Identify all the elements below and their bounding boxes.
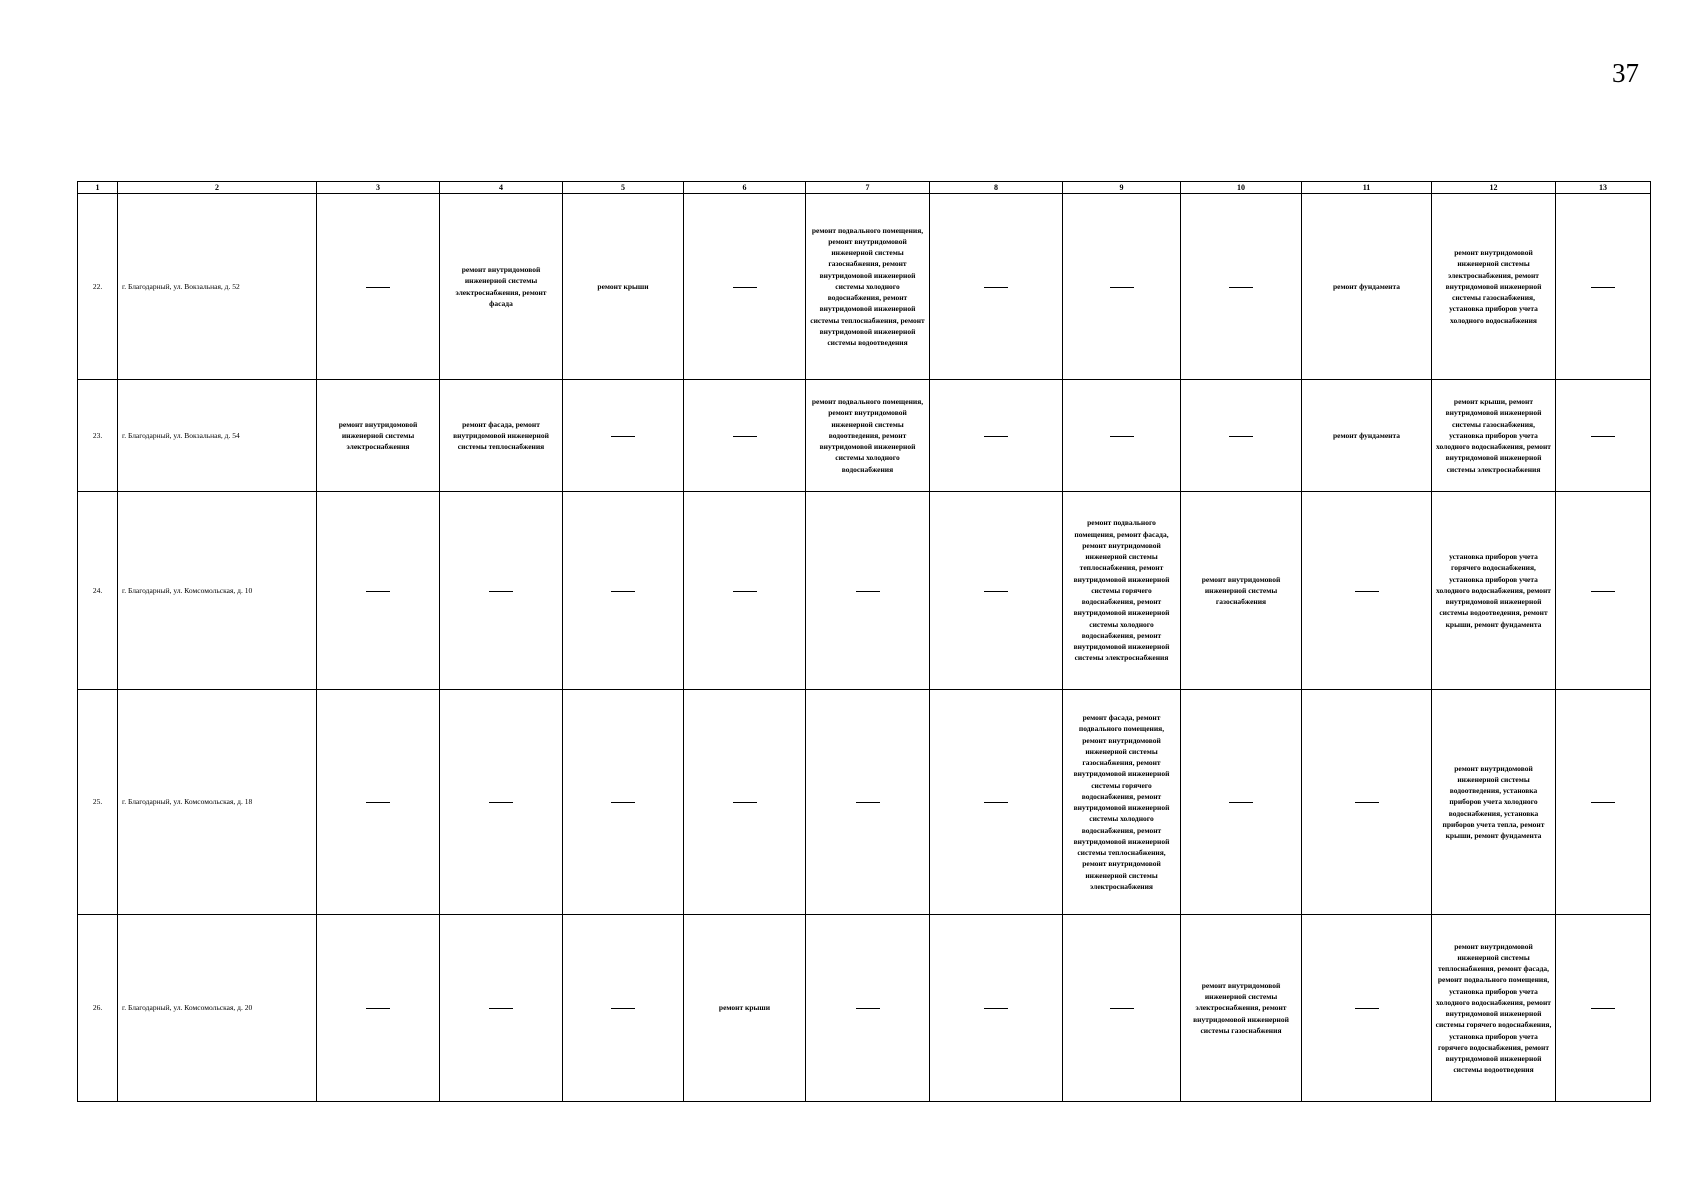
dash-mark	[856, 802, 880, 803]
dash-mark	[984, 591, 1008, 592]
dash-mark	[611, 802, 635, 803]
column-header: 10	[1181, 182, 1302, 194]
row-number: 25.	[78, 690, 118, 915]
column-header: 6	[684, 182, 806, 194]
dash-mark	[1229, 802, 1253, 803]
page-number: 37	[1612, 58, 1639, 88]
table-row	[78, 380, 1651, 492]
dash-mark	[489, 1008, 513, 1009]
work-cell: ремонт подвального помещения, ремонт фасада, ремонт внутридомовой инженерной системы теплоснабжения, ремонт внутридомовой инженерной системы горячего водоснабжения, ремонт внутридомовой инженерной системы холодного водоснабжения, ремонт внутридомовой инженерной системы электроснабжения	[1063, 492, 1181, 690]
work-cell	[1556, 690, 1651, 915]
dash-mark	[366, 591, 390, 592]
dash-mark	[366, 1008, 390, 1009]
dash-mark	[733, 591, 757, 592]
dash-mark	[489, 802, 513, 803]
row-number: 23.	[78, 380, 118, 492]
work-cell	[806, 492, 930, 690]
work-cell	[1181, 194, 1302, 380]
column-header: 8	[930, 182, 1063, 194]
work-cell: ремонт крыши	[563, 194, 684, 380]
dash-mark	[366, 287, 390, 288]
work-cell	[684, 690, 806, 915]
work-cell	[1181, 380, 1302, 492]
work-cell	[1556, 380, 1651, 492]
dash-mark	[1591, 287, 1615, 288]
work-cell: ремонт крыши	[684, 915, 806, 1102]
work-cell: ремонт внутридомовой инженерной системы теплоснабжения, ремонт фасада, ремонт подвального помещения, установка приборов учета холодного водоснабжения, ремонт внутридомовой инженерной системы горячего водоснабжения, установка приборов учета горячего водоснабжения, ремонт внутридомовой инженерной системы водоотведения	[1432, 915, 1556, 1102]
work-cell	[1181, 690, 1302, 915]
work-cell	[930, 492, 1063, 690]
address-cell: г. Благодарный, ул. Комсомольская, д. 20	[118, 915, 317, 1102]
work-cell	[317, 690, 440, 915]
work-cell	[1302, 690, 1432, 915]
dash-mark	[984, 1008, 1008, 1009]
table-row	[78, 194, 1651, 380]
column-header: 5	[563, 182, 684, 194]
work-cell	[1556, 915, 1651, 1102]
dash-mark	[1110, 287, 1134, 288]
dash-mark	[489, 591, 513, 592]
column-header: 2	[118, 182, 317, 194]
work-cell	[563, 380, 684, 492]
work-cell	[1063, 194, 1181, 380]
address-cell: г. Благодарный, ул. Комсомольская, д. 10	[118, 492, 317, 690]
work-cell	[930, 380, 1063, 492]
work-cell	[1556, 194, 1651, 380]
work-cell: ремонт фасада, ремонт внутридомовой инженерной системы теплоснабжения	[440, 380, 563, 492]
work-cell	[317, 915, 440, 1102]
dash-mark	[611, 591, 635, 592]
column-header: 12	[1432, 182, 1556, 194]
dash-mark	[1229, 287, 1253, 288]
address-cell: г. Благодарный, ул. Вокзальная, д. 52	[118, 194, 317, 380]
work-cell	[440, 492, 563, 690]
work-cell: ремонт внутридомовой инженерной системы электроснабжения, ремонт внутридомовой инженерной системы газоснабжения	[1181, 915, 1302, 1102]
table-row	[78, 690, 1651, 915]
column-header: 1	[78, 182, 118, 194]
dash-mark	[611, 1008, 635, 1009]
work-cell: ремонт подвального помещения, ремонт внутридомовой инженерной системы газоснабжения, ремонт внутридомовой инженерной системы холодного водоснабжения, ремонт внутридомовой инженерной системы теплоснабжения, ремонт внутридомовой инженерной системы водоотведения	[806, 194, 930, 380]
work-cell	[806, 915, 930, 1102]
table-row	[78, 492, 1651, 690]
dash-mark	[1110, 1008, 1134, 1009]
work-cell	[1063, 380, 1181, 492]
work-cell: ремонт внутридомовой инженерной системы водоотведения, установка приборов учета холодного водоснабжения, установка приборов учета тепла, ремонт крыши, ремонт фундамента	[1432, 690, 1556, 915]
work-cell	[930, 915, 1063, 1102]
dash-mark	[856, 591, 880, 592]
work-cell	[930, 690, 1063, 915]
dash-mark	[1591, 802, 1615, 803]
work-cell	[563, 690, 684, 915]
work-cell	[1302, 915, 1432, 1102]
dash-mark	[1591, 436, 1615, 437]
column-header: 11	[1302, 182, 1432, 194]
dash-mark	[1110, 436, 1134, 437]
work-cell: ремонт фундамента	[1302, 194, 1432, 380]
work-cell	[684, 194, 806, 380]
work-cell: ремонт внутридомовой инженерной системы электроснабжения, ремонт внутридомовой инженерной системы газоснабжения, установка приборов учета холодного водоснабжения	[1432, 194, 1556, 380]
dash-mark	[984, 287, 1008, 288]
dash-mark	[1591, 1008, 1615, 1009]
work-cell	[930, 194, 1063, 380]
dash-mark	[984, 802, 1008, 803]
work-cell: ремонт фасада, ремонт подвального помещения, ремонт внутридомовой инженерной системы газоснабжения, ремонт внутридомовой инженерной системы горячего водоснабжения, ремонт внутридомовой инженерной системы холодного водоснабжения, ремонт внутридомовой инженерной системы теплоснабжения, ремонт внутридомовой инженерной системы электроснабжения	[1063, 690, 1181, 915]
work-cell	[684, 492, 806, 690]
work-cell: ремонт внутридомовой инженерной системы газоснабжения	[1181, 492, 1302, 690]
column-header: 7	[806, 182, 930, 194]
work-cell	[684, 380, 806, 492]
row-number: 26.	[78, 915, 118, 1102]
dash-mark	[1355, 1008, 1379, 1009]
work-cell	[317, 492, 440, 690]
dash-mark	[611, 436, 635, 437]
work-cell	[563, 492, 684, 690]
work-cell: ремонт фундамента	[1302, 380, 1432, 492]
work-cell	[440, 690, 563, 915]
work-cell: ремонт крыши, ремонт внутридомовой инженерной системы газоснабжения, установка приборов учета холодного водоснабжения, ремонт внутридомовой инженерной системы электроснабжения	[1432, 380, 1556, 492]
dash-mark	[1355, 591, 1379, 592]
dash-mark	[1229, 436, 1253, 437]
work-cell: ремонт подвального помещения, ремонт внутридомовой инженерной системы водоотведения, ремонт внутридомовой инженерной системы холодного водоснабжения	[806, 380, 930, 492]
dash-mark	[856, 1008, 880, 1009]
work-cell	[1556, 492, 1651, 690]
work-cell: ремонт внутридомовой инженерной системы электроснабжения, ремонт фасада	[440, 194, 563, 380]
dash-mark	[1355, 802, 1379, 803]
header-row	[78, 182, 1651, 194]
work-cell	[563, 915, 684, 1102]
row-number: 22.	[78, 194, 118, 380]
work-cell: ремонт внутридомовой инженерной системы электроснабжения	[317, 380, 440, 492]
dash-mark	[984, 436, 1008, 437]
column-header: 13	[1556, 182, 1651, 194]
row-number: 24.	[78, 492, 118, 690]
work-cell	[1063, 915, 1181, 1102]
work-cell	[1302, 492, 1432, 690]
work-cell	[440, 915, 563, 1102]
dash-mark	[733, 287, 757, 288]
table-row	[78, 915, 1651, 1102]
address-cell: г. Благодарный, ул. Комсомольская, д. 18	[118, 690, 317, 915]
dash-mark	[1591, 591, 1615, 592]
dash-mark	[733, 802, 757, 803]
work-cell	[806, 690, 930, 915]
dash-mark	[733, 436, 757, 437]
column-header: 9	[1063, 182, 1181, 194]
column-header: 4	[440, 182, 563, 194]
work-cell	[317, 194, 440, 380]
repair-schedule-table	[77, 181, 1651, 1102]
column-header: 3	[317, 182, 440, 194]
work-cell: установка приборов учета горячего водоснабжения, установка приборов учета холодного водоснабжения, ремонт внутридомовой инженерной системы водоотведения, ремонт крыши, ремонт фундамента	[1432, 492, 1556, 690]
dash-mark	[366, 802, 390, 803]
address-cell: г. Благодарный, ул. Вокзальная, д. 54	[118, 380, 317, 492]
